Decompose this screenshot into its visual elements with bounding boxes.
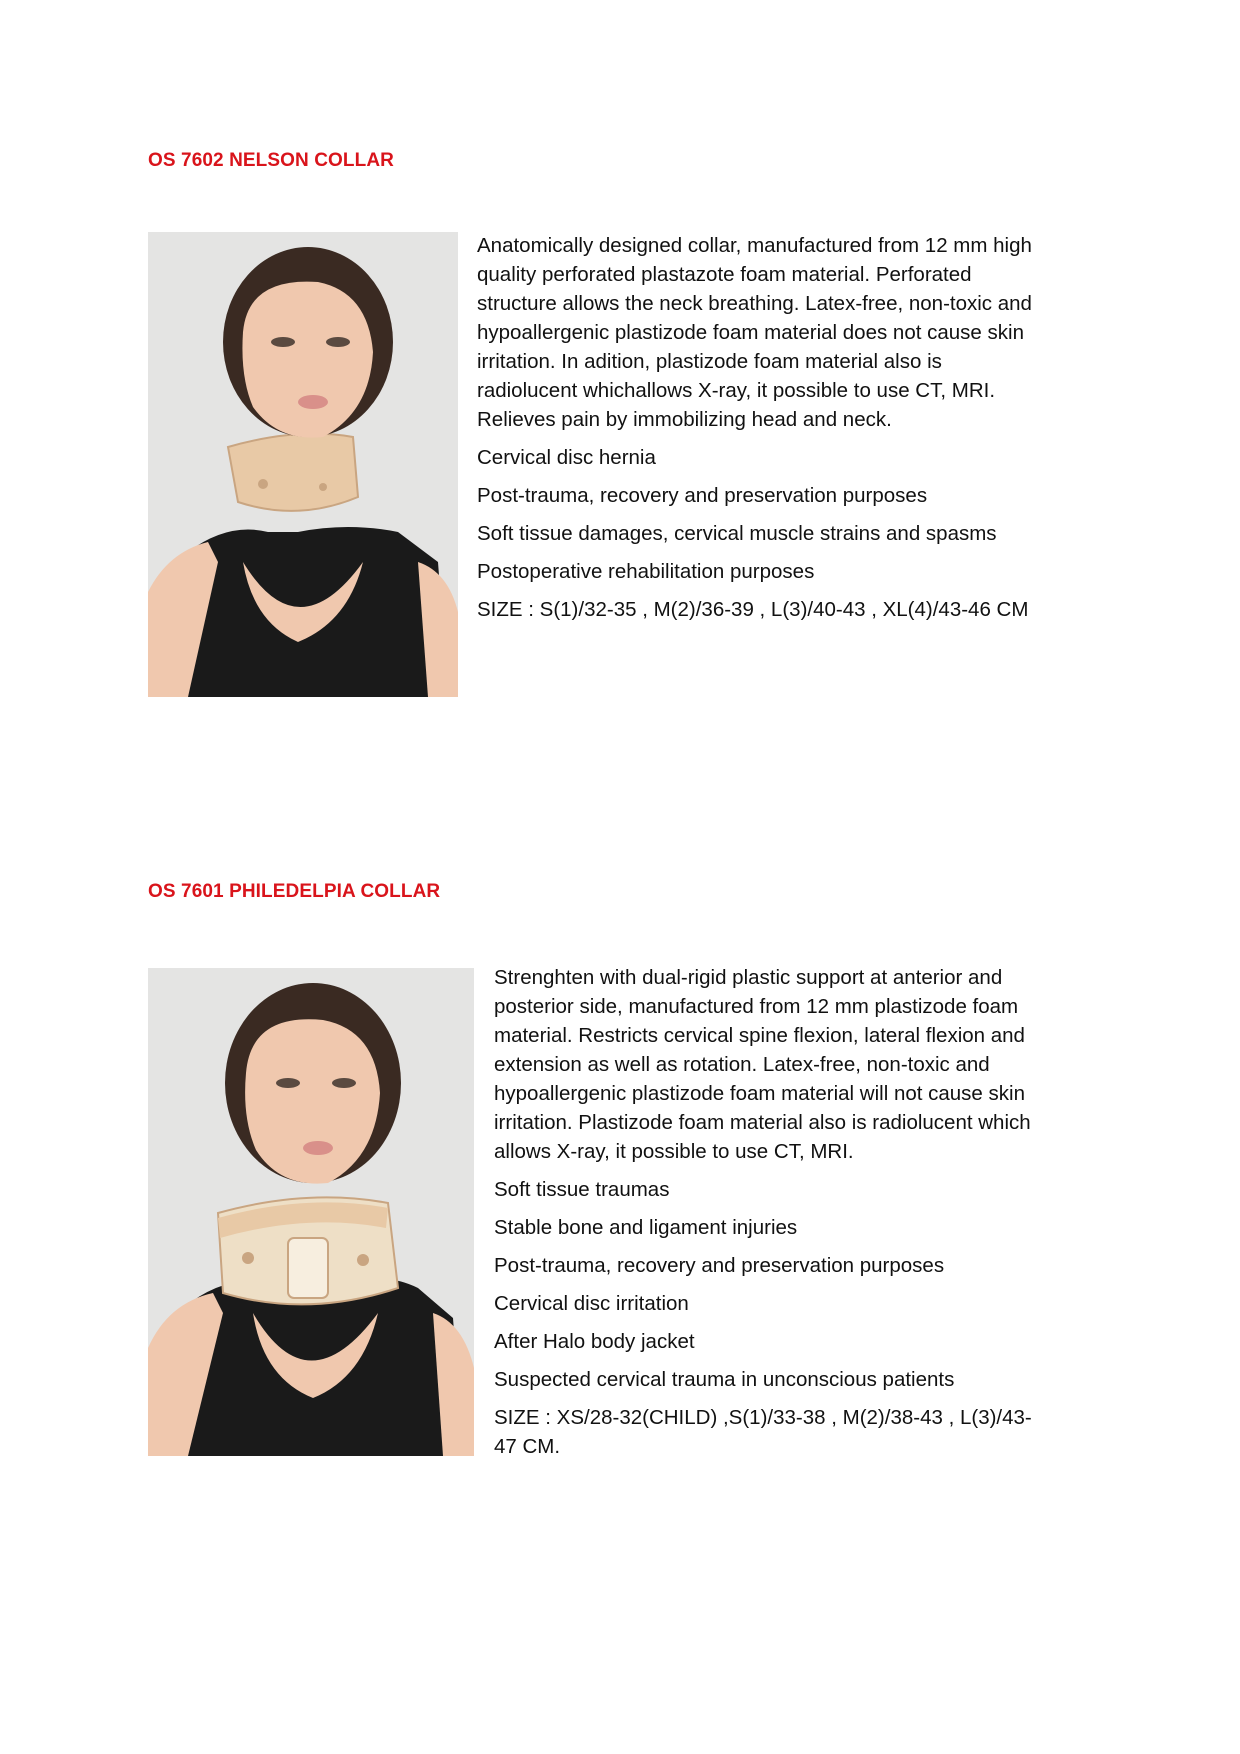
product-title-nelson-collar: OS 7602 NELSON COLLAR xyxy=(148,150,394,171)
indication-item: Suspected cervical trauma in unconscious patients xyxy=(494,1368,955,1391)
description-line: Relieves pain by immobilizing head and neck. xyxy=(477,408,892,431)
product-title-philadelphia-collar: OS 7601 PHILEDELPIA COLLAR xyxy=(148,881,441,902)
description-line: hypoallergenic plastizode foam material will not cause skin xyxy=(494,1082,1025,1105)
product-photo-nelson-collar xyxy=(148,232,458,697)
description-line: radiolucent whichallows X-ray, it possible to use CT, MRI. xyxy=(477,379,996,402)
indication-item: Cervical disc hernia xyxy=(477,446,656,469)
indication-item: After Halo body jacket xyxy=(494,1330,695,1353)
indication-item: Cervical disc irritation xyxy=(494,1292,689,1315)
description-line: Anatomically designed collar, manufactured from 12 mm high xyxy=(477,234,1032,257)
description-line: posterior side, manufactured from 12 mm plastizode foam xyxy=(494,995,1019,1018)
description-line: allows X-ray, it possible to use CT, MRI. xyxy=(494,1140,854,1163)
size-info: SIZE : S(1)/32-35 , M(2)/36-39 , L(3)/40-43 , XL(4)/43-46 CM xyxy=(477,598,1029,621)
product-description-philadelphia-collar xyxy=(494,963,1094,1461)
description-line: structure allows the neck breathing. Latex-free, non-toxic and xyxy=(477,292,1032,315)
indication-item: Stable bone and ligament injuries xyxy=(494,1216,798,1239)
description-line: irritation. In adition, plastizode foam material also is xyxy=(477,350,942,373)
description-line: hypoallergenic plastizode foam material does not cause skin xyxy=(477,321,1024,344)
description-line: material. Restricts cervical spine flexion, lateral flexion and xyxy=(494,1024,1025,1047)
description-line: irritation. Plastizode foam material also is radiolucent which xyxy=(494,1111,1031,1134)
description-line: extension as well as rotation. Latex-free, non-toxic and xyxy=(494,1053,990,1076)
product-description-nelson-collar xyxy=(477,231,1077,624)
indication-item: Post-trauma, recovery and preservation purposes xyxy=(477,484,928,507)
indication-item: Postoperative rehabilitation purposes xyxy=(477,560,815,583)
description-line: quality perforated plastazote foam material. Perforated xyxy=(477,263,972,286)
indication-item: Soft tissue traumas xyxy=(494,1178,670,1201)
description-line: Strenghten with dual-rigid plastic support at anterior and xyxy=(494,966,1003,989)
indication-item: Soft tissue damages, cervical muscle strains and spasms xyxy=(477,522,997,545)
size-info: SIZE : XS/28-32(CHILD) ,S(1)/33-38 , M(2)/38-43 , L(3)/43-47 CM. xyxy=(494,1406,1032,1458)
indication-item: Post-trauma, recovery and preservation purposes xyxy=(494,1254,945,1277)
product-photo-philadelphia-collar xyxy=(148,968,474,1456)
